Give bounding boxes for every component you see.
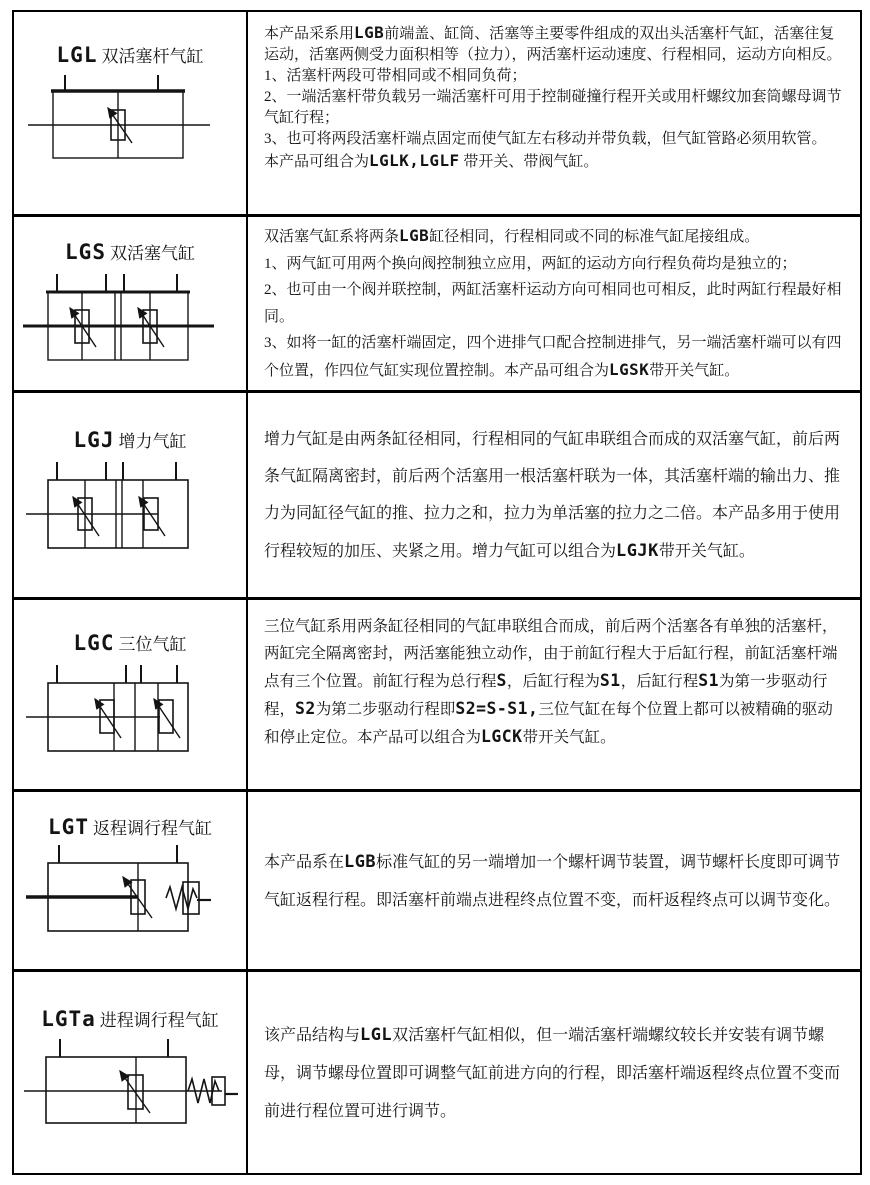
table-row-lgta xyxy=(14,969,860,1173)
description-line: 三位气缸系用两条缸径相同的气缸串联组合而成，前后两个活塞各有单独的活塞杆，两缸完全隔离密封，两活塞能独立动作，由于前缸行程大于后缸行程，前缸活塞杆端点有三个位置。前缸行程为总行程S，后缸行程为S1，后缸行程S1为第一步驱动行程，S2为第二步驱动行程即S2=S-S1,三位气缸在每个位置上都可以被精确的驱动和停止定位。本产品可以组合为LGCK带开关气缸。 xyxy=(264,618,838,746)
model-cell-lgt xyxy=(14,792,248,969)
model-code: LGC xyxy=(73,631,115,655)
model-cell-lgs xyxy=(14,217,248,390)
description-line: 该产品结构与LGL双活塞杆气缸相似，但一端活塞杆端螺纹较长并安装有调节螺母，调节螺母位置即可调整气缸前进方向的行程，即活塞杆端返程终点位置不变而前进行程位置可进行调节。 xyxy=(264,1023,841,1120)
cylinder-product-table xyxy=(12,10,862,1175)
lgs-schematic-diagram xyxy=(18,266,243,386)
model-code: LGTa xyxy=(41,1007,96,1031)
model-title xyxy=(14,814,246,839)
description-text xyxy=(264,421,846,570)
description-line: 3、如将一缸的活塞杆端固定，四个进排气口配合控制进排气，另一端活塞杆端可以有四个位置，作四位气缸实现位置控制。本产品可组合为LGSK带开关气缸。 xyxy=(264,335,842,379)
description-text xyxy=(264,613,846,751)
description-cell-lgta xyxy=(248,972,860,1173)
model-name: 进程调行程气缸 xyxy=(99,1011,219,1030)
model-code: LGT xyxy=(48,815,89,839)
description-line: 本产品系在LGB标准气缸的另一端增加一个螺杆调节装置，调节螺杆长度即可调节气缸返程行程。即活塞杆前端点进程终点位置不变，而杆返程终点可以调节变化。 xyxy=(264,850,841,909)
model-code: LGL xyxy=(56,43,98,67)
description-line: 2、也可由一个阀并联控制，两缸活塞杆运动方向可相同也可相反，此时两缸行程最好相同。 xyxy=(264,282,842,325)
description-cell-lgt xyxy=(248,792,860,969)
model-cell-lgta xyxy=(14,972,248,1173)
model-cell-lgl xyxy=(14,12,248,214)
description-cell-lgc xyxy=(248,600,860,789)
model-name: 增力气缸 xyxy=(118,432,187,451)
model-title xyxy=(14,427,246,452)
description-text xyxy=(264,842,846,920)
description-cell-lgj xyxy=(248,393,860,597)
model-code: LGS xyxy=(65,240,106,264)
description-text xyxy=(264,22,846,173)
model-name: 返程调行程气缸 xyxy=(92,819,212,838)
description-line: 3、也可将两段活塞杆端点固定而使气缸左右移动并带负载，但气缸管路必须用软管。 xyxy=(264,131,827,147)
lgt-schematic-diagram xyxy=(18,841,243,957)
table-row-lgj xyxy=(14,390,860,597)
lgc-schematic-diagram xyxy=(18,657,243,777)
table-row-lgc xyxy=(14,597,860,789)
model-title xyxy=(14,630,246,655)
model-name: 三位气缸 xyxy=(118,635,187,654)
description-line: 双活塞气缸系将两条LGB缸径相同，行程相同或不同的标准气缸尾接组成。 xyxy=(264,226,760,245)
table-row-lgt xyxy=(14,789,860,969)
description-text xyxy=(264,1015,846,1131)
description-line: 增力气缸是由两条缸径相同，行程相同的气缸串联组合而成的双活塞气缸，前后两条气缸隔离密封，前后两个活塞用一根活塞杆联为一体，其活塞杆端的输出力、推力为同缸径气缸的推、拉力之和，拉力为单活塞的拉力之二倍。本产品多用于使用行程较短的加压、夹紧之用。增力气缸可以组合为LGJK带开关气缸。 xyxy=(264,430,841,560)
table-row-lgs xyxy=(14,214,860,390)
description-line: 1、活塞杆两段可带相同或不相同负荷； xyxy=(264,68,527,84)
description-line: 本产品采系用LGB前端盖、缸筒、活塞等主要零件组成的双出头活塞杆气缸，活塞往复运动，活塞两侧受力面积相等（拉力），两活塞杆运动速度、行程相同，运动方向相反。 xyxy=(264,23,842,63)
description-line: 1、两气缸可用两个换向阀控制独立应用，两缸的运动方向行程负荷均是独立的； xyxy=(264,255,797,272)
description-line: 本产品可组合为LGLK,LGLF 带开关、带阀气缸。 xyxy=(264,151,599,170)
lgj-schematic-diagram xyxy=(18,454,243,574)
lgta-schematic-diagram xyxy=(16,1033,244,1151)
description-text xyxy=(264,223,846,384)
description-line: 2、一端活塞杆带负载另一端活塞杆可用于控制碰撞行程开关或用杆螺纹加套筒螺母调节气缸行程； xyxy=(264,89,842,126)
model-name: 双活塞杆气缸 xyxy=(101,47,204,66)
description-cell-lgs xyxy=(248,217,860,390)
model-cell-lgj xyxy=(14,393,248,597)
description-cell-lgl xyxy=(248,12,860,214)
model-cell-lgc xyxy=(14,600,248,789)
model-title xyxy=(14,239,246,264)
model-title xyxy=(14,1006,246,1031)
lgl-schematic-diagram xyxy=(18,69,243,187)
model-name: 双活塞气缸 xyxy=(109,244,195,263)
model-code: LGJ xyxy=(73,428,115,452)
table-row-lgl xyxy=(14,12,860,214)
model-title xyxy=(14,42,246,67)
